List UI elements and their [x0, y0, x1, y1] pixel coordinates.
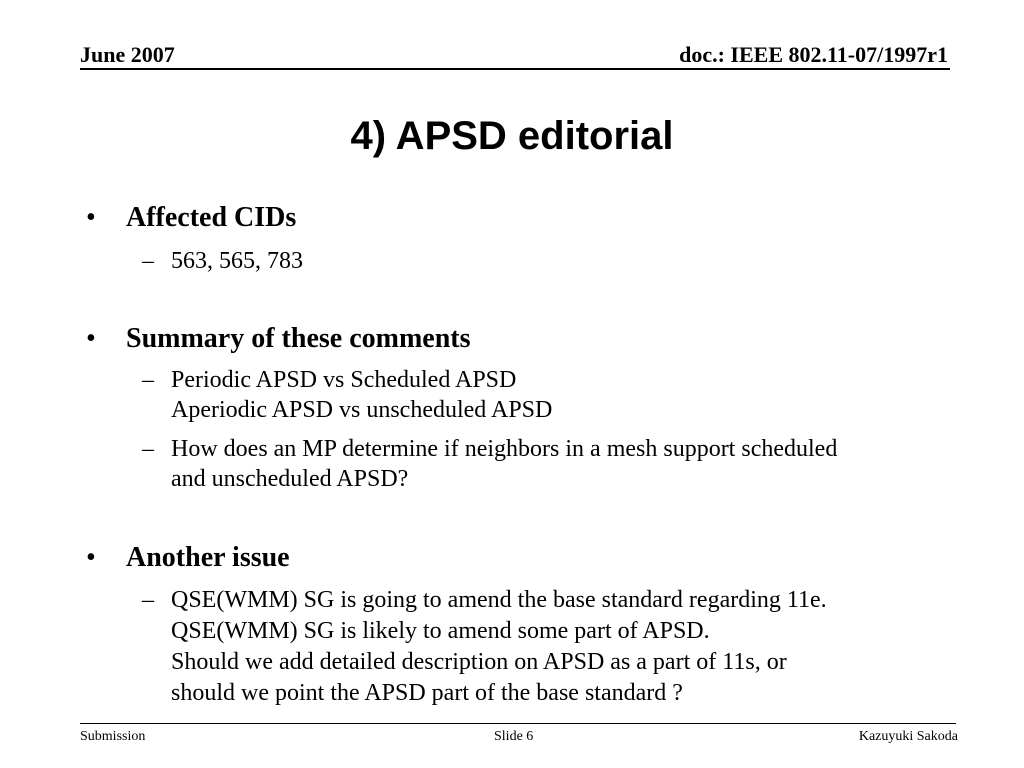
dash-glyph: – [142, 248, 154, 274]
sub-item-line: and unscheduled APSD? [171, 466, 409, 492]
bullet-glyph: • [86, 323, 96, 354]
dash-glyph: – [142, 436, 154, 462]
bullet-text: Another issue [126, 542, 290, 573]
bullet-glyph: • [86, 202, 96, 233]
footer-slide-number: Slide 6 [494, 729, 534, 744]
bullet-glyph: • [86, 542, 96, 573]
bullet-text: Affected CIDs [126, 202, 297, 233]
footer-author: Kazuyuki Sakoda [858, 729, 958, 744]
header-date: June 2007 [80, 42, 175, 67]
bullet-text: Summary of these comments [126, 323, 471, 354]
footer-submission: Submission [80, 729, 146, 744]
dash-glyph: – [142, 367, 154, 393]
sub-item-line: should we point the APSD part of the base standard ? [171, 680, 683, 706]
sub-item-line: QSE(WMM) SG is going to amend the base standard regarding 11e. [171, 587, 827, 613]
dash-glyph: – [142, 587, 154, 613]
slide-title: 4) APSD editorial [350, 114, 674, 158]
sub-item-line: Should we add detailed description on APSD as a part of 11s, or [171, 649, 787, 675]
sub-item-line: Aperiodic APSD vs unscheduled APSD [171, 397, 553, 423]
footer-divider [80, 723, 956, 724]
sub-item-line: How does an MP determine if neighbors in a mesh support scheduled [171, 436, 838, 462]
sub-item-line: QSE(WMM) SG is likely to amend some part of APSD. [171, 618, 710, 644]
sub-item-line: Periodic APSD vs Scheduled APSD [171, 367, 517, 393]
header-doc-id: doc.: IEEE 802.11-07/1997r1 [679, 42, 948, 67]
sub-item-text: 563, 565, 783 [171, 248, 303, 274]
